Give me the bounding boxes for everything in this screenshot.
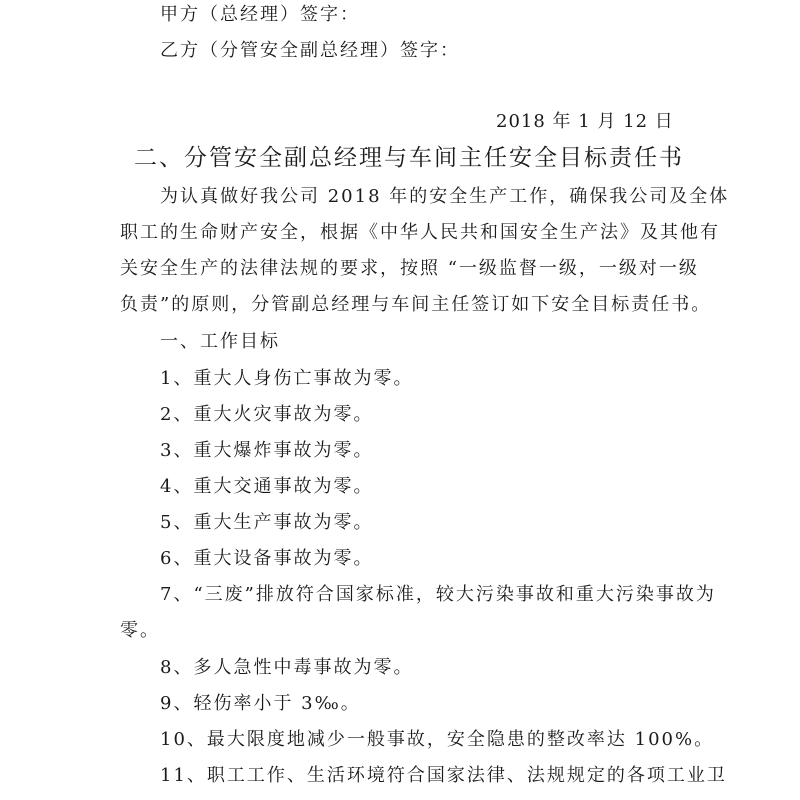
intro-line: 职工的生命财产安全，根据《中华人民共和国安全生产法》及其他有 — [120, 222, 720, 243]
goal-item: 3、重大爆炸事故为零。 — [160, 440, 374, 461]
goal-item: 5、重大生产事故为零。 — [160, 512, 374, 533]
goal-item: 1、重大人身伤亡事故为零。 — [160, 368, 414, 389]
goal-item: 9、轻伤率小于 3‰。 — [160, 693, 361, 714]
goal-item: 10、最大限度地减少一般事故，安全隐患的整改率达 100%。 — [160, 729, 715, 750]
document-title: 二、分管安全副总经理与车间主任安全目标责任书 — [134, 145, 684, 171]
goal-item: 2、重大火灾事故为零。 — [160, 404, 374, 425]
goal-item: 7、“三废”排放符合国家标准，较大污染事故和重大污染事故为 — [160, 584, 716, 605]
goal-item: 6、重大设备事故为零。 — [160, 548, 374, 569]
goal-item-continuation: 零。 — [120, 620, 160, 641]
goal-item: 11、职工工作、生活环境符合国家法律、法规规定的各项工业卫 — [160, 765, 727, 786]
intro-line: 负责”的原则，分管副总经理与车间主任签订如下安全目标责任书。 — [120, 294, 712, 315]
document-date: 2018 年 1 月 12 日 — [496, 111, 674, 132]
intro-line: 为认真做好我公司 2018 年的安全生产工作，确保我公司及全体 — [160, 186, 730, 207]
intro-line: 关安全生产的法律法规的要求，按照 “一级监督一级，一级对一级 — [120, 258, 699, 279]
signature-party-b: 乙方（分管安全副总经理）签字： — [160, 40, 460, 61]
goal-item: 4、重大交通事故为零。 — [160, 476, 374, 497]
signature-party-a: 甲方（总经理）签字： — [160, 4, 360, 25]
goal-item: 8、多人急性中毒事故为零。 — [160, 657, 414, 678]
section-heading: 一、工作目标 — [160, 331, 280, 352]
